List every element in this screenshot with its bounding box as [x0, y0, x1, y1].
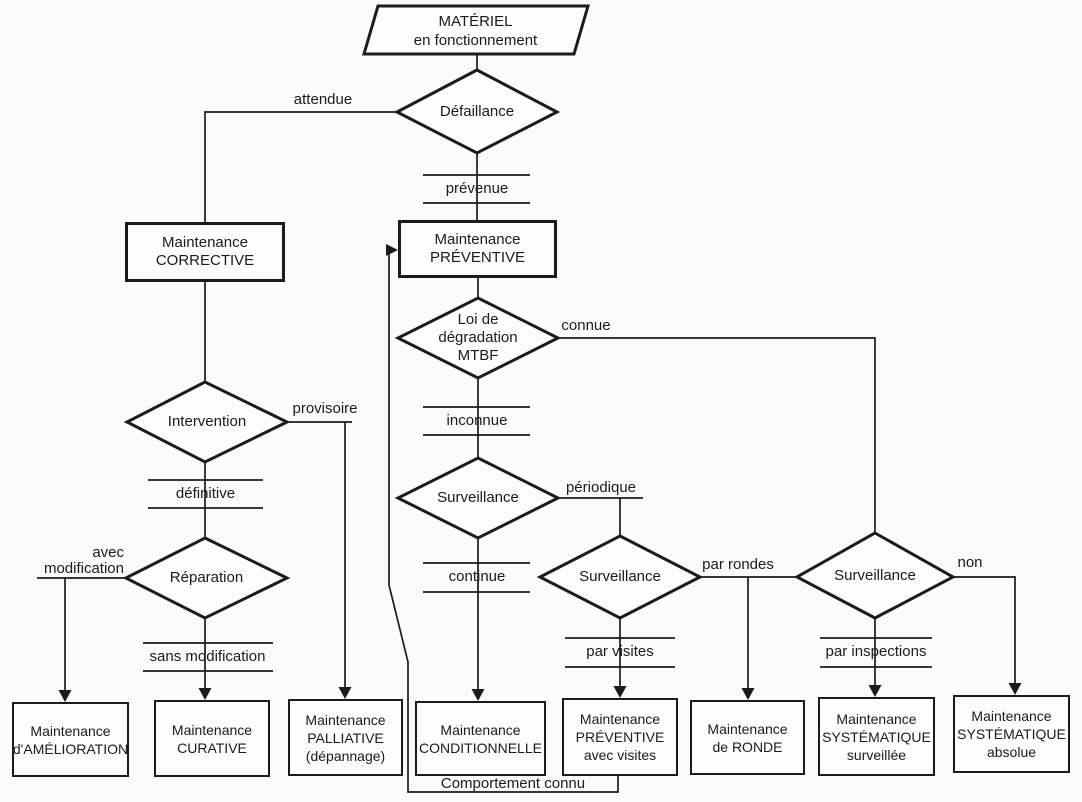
- curative-node: [154, 700, 270, 777]
- arrowhead-palliative: [339, 687, 352, 699]
- arrowhead-absolue: [1009, 683, 1022, 695]
- surveillance2-node: [540, 536, 700, 618]
- node-line: Maintenance: [305, 711, 386, 728]
- connector-defaillance-corrective: [205, 112, 397, 222]
- edge-label-definitive: définitive: [175, 485, 236, 502]
- defaillance-node: [397, 70, 557, 154]
- node-line: Maintenance: [30, 722, 111, 739]
- edge-label-par-rondes: par rondes: [702, 556, 774, 573]
- node-line: Maintenance: [440, 721, 521, 738]
- systematique-absolue-node: [953, 695, 1070, 773]
- palliative-node: [288, 699, 403, 776]
- node-label: Surveillance: [834, 566, 916, 584]
- ronde-node: [690, 700, 805, 775]
- systematique-surveillee-node: [818, 697, 935, 776]
- edge-label-attendue: attendue: [293, 91, 353, 108]
- edge-label-avec-modification: [24, 545, 124, 577]
- edge-label-provisoire: provisoire: [292, 400, 358, 417]
- edge-label-line: modification: [43, 560, 124, 577]
- edge-label-par-visites: par visites: [586, 643, 654, 660]
- node-line: de RONDE: [712, 738, 783, 755]
- edge-label-connue: connue: [561, 317, 611, 334]
- node-line: PALLIATIVE: [307, 729, 384, 746]
- reparation-node: [126, 538, 287, 618]
- node-label: Réparation: [169, 569, 244, 586]
- node-line: Maintenance: [707, 720, 788, 737]
- node-line: PRÉVENTIVE: [575, 729, 665, 745]
- node-line: Loi de: [457, 311, 499, 328]
- edge-label-par-inspections: par inspections: [825, 643, 927, 660]
- preventive-avec-visites-node: [562, 698, 678, 776]
- node-line: absolue: [986, 744, 1037, 760]
- surveillance3-node: [797, 533, 953, 618]
- node-line: Maintenance: [171, 721, 253, 738]
- node-line: Maintenance: [971, 708, 1052, 724]
- connector-loi-surveillance3: [558, 338, 875, 533]
- node-line: en fonctionnement: [413, 31, 538, 49]
- connector-surveillance3-absolue: [953, 577, 1015, 684]
- conditionnelle-node: [415, 701, 546, 776]
- arrowhead-feedback-preventive: [386, 244, 398, 256]
- node-line: Maintenance: [836, 710, 917, 727]
- materiel-node: [373, 7, 578, 54]
- edge-label-non: non: [957, 554, 983, 571]
- arrowhead-curative: [199, 688, 212, 700]
- node-label: Surveillance: [579, 568, 661, 585]
- loi-degradation-node: [398, 296, 558, 380]
- edge-label-sans-modification: sans modification: [149, 648, 266, 665]
- node-line: Maintenance: [434, 231, 521, 248]
- edge-label-line: avec: [92, 544, 124, 561]
- node-line: SYSTÉMATIQUE: [957, 726, 1066, 742]
- edge-label-prevenue: prévenue: [445, 180, 509, 197]
- arrowhead-surveillee: [869, 685, 882, 697]
- node-line: PRÉVENTIVE: [429, 249, 526, 266]
- edge-label-inconnue: inconnue: [446, 412, 508, 429]
- node-line: CONDITIONNELLE: [419, 739, 542, 756]
- arrowhead-preventive-visites: [614, 686, 627, 698]
- edge-label-continue: continue: [448, 568, 506, 585]
- node-line: CURATIVE: [177, 739, 247, 756]
- arrowhead-amelioration: [59, 690, 72, 702]
- node-line: Maintenance: [162, 234, 248, 251]
- node-line: CORRECTIVE: [155, 252, 255, 269]
- node-label: Surveillance: [437, 489, 519, 506]
- node-line: MTBF: [457, 347, 499, 364]
- node-label: Intervention: [167, 413, 247, 430]
- node-line: d'AMÉLIORATION: [12, 740, 129, 757]
- node-label: Défaillance: [439, 103, 515, 120]
- corrective-node: [125, 222, 285, 282]
- amelioration-node: [12, 702, 129, 777]
- intervention-node: [127, 382, 287, 462]
- surveillance1-node: [398, 458, 558, 538]
- arrowhead-ronde: [742, 688, 755, 700]
- node-line: dégradation: [438, 329, 518, 346]
- arrowhead-conditionnelle: [472, 689, 485, 701]
- edge-label-comportement-connu: Comportement connu: [440, 775, 586, 792]
- node-line: Maintenance: [579, 711, 661, 727]
- node-line: MATÉRIEL: [438, 12, 513, 30]
- node-line: (dépannage): [305, 747, 386, 764]
- node-line: SYSTÉMATIQUE: [822, 728, 931, 745]
- node-line: avec visites: [583, 747, 657, 763]
- node-line: surveillée: [846, 746, 907, 763]
- preventive-node: [398, 220, 557, 278]
- edge-label-periodique: périodique: [565, 479, 637, 496]
